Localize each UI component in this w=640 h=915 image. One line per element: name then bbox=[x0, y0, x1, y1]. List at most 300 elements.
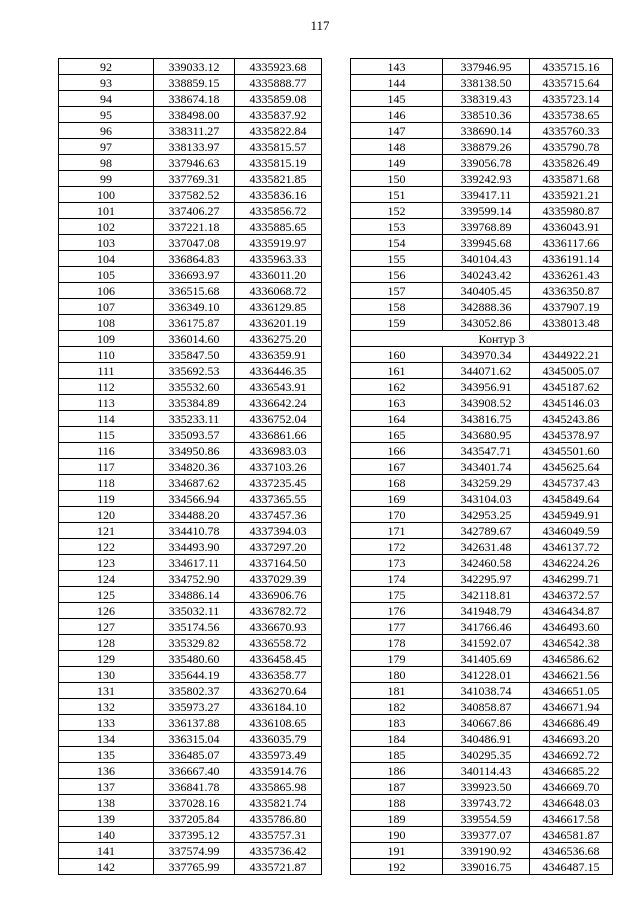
point-number-cell: 101 bbox=[59, 203, 154, 219]
x-coordinate-cell: 338133.97 bbox=[154, 139, 235, 155]
x-coordinate-cell: 339923.50 bbox=[443, 779, 530, 795]
table-row bbox=[59, 683, 322, 699]
point-number-cell: 107 bbox=[59, 299, 154, 315]
x-coordinate-cell: 335233.11 bbox=[154, 411, 235, 427]
x-coordinate-cell: 335480.60 bbox=[154, 651, 235, 667]
point-number-cell: 182 bbox=[351, 699, 443, 715]
point-number-cell: 161 bbox=[351, 363, 443, 379]
x-coordinate-cell: 337028.16 bbox=[154, 795, 235, 811]
table-row bbox=[351, 475, 613, 491]
y-coordinate-cell: 4345146.03 bbox=[530, 395, 613, 411]
point-number-cell: 137 bbox=[59, 779, 154, 795]
point-number-cell: 153 bbox=[351, 219, 443, 235]
y-coordinate-cell: 4346049.59 bbox=[530, 523, 613, 539]
point-number-cell: 123 bbox=[59, 555, 154, 571]
point-number-cell: 158 bbox=[351, 299, 443, 315]
table-row bbox=[351, 747, 613, 763]
x-coordinate-cell: 343547.71 bbox=[443, 443, 530, 459]
x-coordinate-cell: 335847.50 bbox=[154, 347, 235, 363]
x-coordinate-cell: 339016.75 bbox=[443, 859, 530, 875]
x-coordinate-cell: 336315.04 bbox=[154, 731, 235, 747]
table-row bbox=[351, 171, 613, 187]
table-row bbox=[351, 491, 613, 507]
point-number-cell: 131 bbox=[59, 683, 154, 699]
y-coordinate-cell: 4335815.57 bbox=[235, 139, 322, 155]
table-row bbox=[351, 203, 613, 219]
y-coordinate-cell: 4336275.20 bbox=[235, 331, 322, 347]
point-number-cell: 167 bbox=[351, 459, 443, 475]
point-number-cell: 139 bbox=[59, 811, 154, 827]
point-number-cell: 127 bbox=[59, 619, 154, 635]
x-coordinate-cell: 339599.14 bbox=[443, 203, 530, 219]
x-coordinate-cell: 335174.56 bbox=[154, 619, 235, 635]
point-number-cell: 115 bbox=[59, 427, 154, 443]
table-row bbox=[351, 795, 613, 811]
y-coordinate-cell: 4346536.68 bbox=[530, 843, 613, 859]
x-coordinate-cell: 338498.00 bbox=[154, 107, 235, 123]
y-coordinate-cell: 4345187.62 bbox=[530, 379, 613, 395]
point-number-cell: 157 bbox=[351, 283, 443, 299]
y-coordinate-cell: 4335821.85 bbox=[235, 171, 322, 187]
table-row bbox=[59, 523, 322, 539]
x-coordinate-cell: 337946.63 bbox=[154, 155, 235, 171]
x-coordinate-cell: 342118.81 bbox=[443, 587, 530, 603]
y-coordinate-cell: 4336458.45 bbox=[235, 651, 322, 667]
point-number-cell: 113 bbox=[59, 395, 154, 411]
y-coordinate-cell: 4335790.78 bbox=[530, 139, 613, 155]
x-coordinate-cell: 334687.62 bbox=[154, 475, 235, 491]
x-coordinate-cell: 339768.89 bbox=[443, 219, 530, 235]
x-coordinate-cell: 341405.69 bbox=[443, 651, 530, 667]
point-number-cell: 177 bbox=[351, 619, 443, 635]
point-number-cell: 97 bbox=[59, 139, 154, 155]
x-coordinate-cell: 338879.26 bbox=[443, 139, 530, 155]
x-coordinate-cell: 341766.46 bbox=[443, 619, 530, 635]
table-row bbox=[351, 251, 613, 267]
point-number-cell: 164 bbox=[351, 411, 443, 427]
x-coordinate-cell: 335384.89 bbox=[154, 395, 235, 411]
point-number-cell: 134 bbox=[59, 731, 154, 747]
y-coordinate-cell: 4335821.74 bbox=[235, 795, 322, 811]
point-number-cell: 130 bbox=[59, 667, 154, 683]
table-row bbox=[351, 667, 613, 683]
y-coordinate-cell: 4336350.87 bbox=[530, 283, 613, 299]
y-coordinate-cell: 4335973.49 bbox=[235, 747, 322, 763]
point-number-cell: 187 bbox=[351, 779, 443, 795]
x-coordinate-cell: 335973.27 bbox=[154, 699, 235, 715]
point-number-cell: 103 bbox=[59, 235, 154, 251]
table-row bbox=[351, 635, 613, 651]
x-coordinate-cell: 334950.86 bbox=[154, 443, 235, 459]
x-coordinate-cell: 342953.25 bbox=[443, 507, 530, 523]
point-number-cell: 143 bbox=[351, 59, 443, 75]
x-coordinate-cell: 339033.12 bbox=[154, 59, 235, 75]
point-number-cell: 181 bbox=[351, 683, 443, 699]
table-row bbox=[59, 843, 322, 859]
point-number-cell: 109 bbox=[59, 331, 154, 347]
table-row bbox=[351, 859, 613, 875]
point-number-cell: 104 bbox=[59, 251, 154, 267]
table-row bbox=[59, 731, 322, 747]
x-coordinate-cell: 338674.18 bbox=[154, 91, 235, 107]
y-coordinate-cell: 4335815.19 bbox=[235, 155, 322, 171]
point-number-cell: 121 bbox=[59, 523, 154, 539]
x-coordinate-cell: 336864.83 bbox=[154, 251, 235, 267]
y-coordinate-cell: 4338013.48 bbox=[530, 315, 613, 331]
table-row bbox=[59, 171, 322, 187]
y-coordinate-cell: 4336068.72 bbox=[235, 283, 322, 299]
table-row bbox=[351, 523, 613, 539]
x-coordinate-cell: 340667.86 bbox=[443, 715, 530, 731]
x-coordinate-cell: 334493.90 bbox=[154, 539, 235, 555]
x-coordinate-cell: 335644.19 bbox=[154, 667, 235, 683]
table-row bbox=[351, 347, 613, 363]
y-coordinate-cell: 4335723.14 bbox=[530, 91, 613, 107]
point-number-cell: 116 bbox=[59, 443, 154, 459]
point-number-cell: 118 bbox=[59, 475, 154, 491]
y-coordinate-cell: 4335914.76 bbox=[235, 763, 322, 779]
y-coordinate-cell: 4346542.38 bbox=[530, 635, 613, 651]
y-coordinate-cell: 4336906.76 bbox=[235, 587, 322, 603]
x-coordinate-cell: 339945.68 bbox=[443, 235, 530, 251]
y-coordinate-cell: 4336642.24 bbox=[235, 395, 322, 411]
point-number-cell: 96 bbox=[59, 123, 154, 139]
point-number-cell: 174 bbox=[351, 571, 443, 587]
y-coordinate-cell: 4335837.92 bbox=[235, 107, 322, 123]
table-row bbox=[351, 299, 613, 315]
x-coordinate-cell: 342888.36 bbox=[443, 299, 530, 315]
point-number-cell: 142 bbox=[59, 859, 154, 875]
x-coordinate-cell: 342789.67 bbox=[443, 523, 530, 539]
table-row bbox=[59, 91, 322, 107]
y-coordinate-cell: 4335715.16 bbox=[530, 59, 613, 75]
y-coordinate-cell: 4336011.20 bbox=[235, 267, 322, 283]
y-coordinate-cell: 4345625.64 bbox=[530, 459, 613, 475]
y-coordinate-cell: 4335888.77 bbox=[235, 75, 322, 91]
y-coordinate-cell: 4335757.31 bbox=[235, 827, 322, 843]
table-row bbox=[351, 651, 613, 667]
table-row bbox=[351, 763, 613, 779]
table-row bbox=[59, 299, 322, 315]
table-row bbox=[59, 587, 322, 603]
x-coordinate-cell: 336515.68 bbox=[154, 283, 235, 299]
y-coordinate-cell: 4335919.97 bbox=[235, 235, 322, 251]
table-row bbox=[59, 635, 322, 651]
y-coordinate-cell: 4337907.19 bbox=[530, 299, 613, 315]
x-coordinate-cell: 334752.90 bbox=[154, 571, 235, 587]
point-number-cell: 189 bbox=[351, 811, 443, 827]
table-row bbox=[59, 411, 322, 427]
y-coordinate-cell: 4345378.97 bbox=[530, 427, 613, 443]
table-row bbox=[59, 763, 322, 779]
y-coordinate-cell: 4346693.20 bbox=[530, 731, 613, 747]
y-coordinate-cell: 4335721.87 bbox=[235, 859, 322, 875]
point-number-cell: 122 bbox=[59, 539, 154, 555]
y-coordinate-cell: 4336359.91 bbox=[235, 347, 322, 363]
table-row bbox=[351, 603, 613, 619]
x-coordinate-cell: 335032.11 bbox=[154, 603, 235, 619]
table-row bbox=[351, 283, 613, 299]
point-number-cell: 186 bbox=[351, 763, 443, 779]
table-row bbox=[59, 187, 322, 203]
point-number-cell: 171 bbox=[351, 523, 443, 539]
y-coordinate-cell: 4335856.72 bbox=[235, 203, 322, 219]
y-coordinate-cell: 4335921.21 bbox=[530, 187, 613, 203]
y-coordinate-cell: 4337164.50 bbox=[235, 555, 322, 571]
table-row bbox=[59, 603, 322, 619]
table-row bbox=[351, 219, 613, 235]
x-coordinate-cell: 340295.35 bbox=[443, 747, 530, 763]
table-row bbox=[351, 715, 613, 731]
y-coordinate-cell: 4337365.55 bbox=[235, 491, 322, 507]
y-coordinate-cell: 4346372.57 bbox=[530, 587, 613, 603]
table-row bbox=[351, 91, 613, 107]
x-coordinate-cell: 337205.84 bbox=[154, 811, 235, 827]
y-coordinate-cell: 4346621.56 bbox=[530, 667, 613, 683]
point-number-cell: 141 bbox=[59, 843, 154, 859]
point-number-cell: 156 bbox=[351, 267, 443, 283]
x-coordinate-cell: 344071.62 bbox=[443, 363, 530, 379]
table-row bbox=[351, 75, 613, 91]
point-number-cell: 135 bbox=[59, 747, 154, 763]
point-number-cell: 119 bbox=[59, 491, 154, 507]
y-coordinate-cell: 4335865.98 bbox=[235, 779, 322, 795]
x-coordinate-cell: 338510.36 bbox=[443, 107, 530, 123]
x-coordinate-cell: 336693.97 bbox=[154, 267, 235, 283]
point-number-cell: 165 bbox=[351, 427, 443, 443]
y-coordinate-cell: 4346493.60 bbox=[530, 619, 613, 635]
point-number-cell: 162 bbox=[351, 379, 443, 395]
x-coordinate-cell: 334886.14 bbox=[154, 587, 235, 603]
table-row bbox=[59, 795, 322, 811]
table-row bbox=[351, 699, 613, 715]
y-coordinate-cell: 4335885.65 bbox=[235, 219, 322, 235]
x-coordinate-cell: 343956.91 bbox=[443, 379, 530, 395]
table-row bbox=[351, 459, 613, 475]
y-coordinate-cell: 4337029.39 bbox=[235, 571, 322, 587]
y-coordinate-cell: 4335871.68 bbox=[530, 171, 613, 187]
x-coordinate-cell: 337769.31 bbox=[154, 171, 235, 187]
table-row bbox=[59, 443, 322, 459]
y-coordinate-cell: 4346299.71 bbox=[530, 571, 613, 587]
point-number-cell: 188 bbox=[351, 795, 443, 811]
point-number-cell: 110 bbox=[59, 347, 154, 363]
y-coordinate-cell: 4346224.26 bbox=[530, 555, 613, 571]
x-coordinate-cell: 341592.07 bbox=[443, 635, 530, 651]
point-number-cell: 93 bbox=[59, 75, 154, 91]
x-coordinate-cell: 336667.40 bbox=[154, 763, 235, 779]
point-number-cell: 176 bbox=[351, 603, 443, 619]
y-coordinate-cell: 4336191.14 bbox=[530, 251, 613, 267]
y-coordinate-cell: 4336983.03 bbox=[235, 443, 322, 459]
table-row bbox=[351, 427, 613, 443]
x-coordinate-cell: 340114.43 bbox=[443, 763, 530, 779]
table-row bbox=[59, 219, 322, 235]
point-number-cell: 151 bbox=[351, 187, 443, 203]
y-coordinate-cell: 4335736.42 bbox=[235, 843, 322, 859]
y-coordinate-cell: 4344922.21 bbox=[530, 347, 613, 363]
table-row bbox=[351, 395, 613, 411]
y-coordinate-cell: 4335859.08 bbox=[235, 91, 322, 107]
x-coordinate-cell: 337395.12 bbox=[154, 827, 235, 843]
table-row bbox=[351, 59, 613, 75]
table-row bbox=[351, 123, 613, 139]
point-number-cell: 166 bbox=[351, 443, 443, 459]
table-row bbox=[59, 779, 322, 795]
point-number-cell: 112 bbox=[59, 379, 154, 395]
table-row bbox=[59, 571, 322, 587]
point-number-cell: 169 bbox=[351, 491, 443, 507]
x-coordinate-cell: 340405.45 bbox=[443, 283, 530, 299]
table-row bbox=[59, 475, 322, 491]
x-coordinate-cell: 337221.18 bbox=[154, 219, 235, 235]
x-coordinate-cell: 343052.86 bbox=[443, 315, 530, 331]
y-coordinate-cell: 4336035.79 bbox=[235, 731, 322, 747]
x-coordinate-cell: 335692.53 bbox=[154, 363, 235, 379]
y-coordinate-cell: 4336558.72 bbox=[235, 635, 322, 651]
y-coordinate-cell: 4337235.45 bbox=[235, 475, 322, 491]
table-row bbox=[351, 267, 613, 283]
table-row bbox=[59, 395, 322, 411]
x-coordinate-cell: 343816.75 bbox=[443, 411, 530, 427]
point-number-cell: 99 bbox=[59, 171, 154, 187]
table-row bbox=[59, 107, 322, 123]
x-coordinate-cell: 337406.27 bbox=[154, 203, 235, 219]
y-coordinate-cell: 4336752.04 bbox=[235, 411, 322, 427]
table-row bbox=[351, 379, 613, 395]
table-row bbox=[351, 571, 613, 587]
y-coordinate-cell: 4335738.65 bbox=[530, 107, 613, 123]
x-coordinate-cell: 339056.78 bbox=[443, 155, 530, 171]
y-coordinate-cell: 4335826.49 bbox=[530, 155, 613, 171]
y-coordinate-cell: 4336358.77 bbox=[235, 667, 322, 683]
table-row bbox=[59, 699, 322, 715]
x-coordinate-cell: 340486.91 bbox=[443, 731, 530, 747]
y-coordinate-cell: 4346692.72 bbox=[530, 747, 613, 763]
y-coordinate-cell: 4346617.58 bbox=[530, 811, 613, 827]
y-coordinate-cell: 4345949.91 bbox=[530, 507, 613, 523]
point-number-cell: 180 bbox=[351, 667, 443, 683]
table-row bbox=[59, 203, 322, 219]
x-coordinate-cell: 343104.03 bbox=[443, 491, 530, 507]
y-coordinate-cell: 4335822.84 bbox=[235, 123, 322, 139]
table-row bbox=[59, 347, 322, 363]
y-coordinate-cell: 4346581.87 bbox=[530, 827, 613, 843]
y-coordinate-cell: 4346669.70 bbox=[530, 779, 613, 795]
table-row bbox=[351, 107, 613, 123]
table-row bbox=[59, 379, 322, 395]
table-row bbox=[351, 443, 613, 459]
x-coordinate-cell: 340858.87 bbox=[443, 699, 530, 715]
y-coordinate-cell: 4346648.03 bbox=[530, 795, 613, 811]
y-coordinate-cell: 4335836.16 bbox=[235, 187, 322, 203]
point-number-cell: 132 bbox=[59, 699, 154, 715]
point-number-cell: 185 bbox=[351, 747, 443, 763]
y-coordinate-cell: 4345849.64 bbox=[530, 491, 613, 507]
table-row bbox=[351, 507, 613, 523]
x-coordinate-cell: 339743.72 bbox=[443, 795, 530, 811]
left-coordinates-table bbox=[58, 58, 322, 875]
x-coordinate-cell: 339554.59 bbox=[443, 811, 530, 827]
table-row bbox=[59, 139, 322, 155]
x-coordinate-cell: 336349.10 bbox=[154, 299, 235, 315]
table-row bbox=[59, 363, 322, 379]
table-row bbox=[351, 411, 613, 427]
x-coordinate-cell: 336175.87 bbox=[154, 315, 235, 331]
point-number-cell: 120 bbox=[59, 507, 154, 523]
y-coordinate-cell: 4346137.72 bbox=[530, 539, 613, 555]
x-coordinate-cell: 334410.78 bbox=[154, 523, 235, 539]
y-coordinate-cell: 4336184.10 bbox=[235, 699, 322, 715]
table-row bbox=[351, 779, 613, 795]
x-coordinate-cell: 334617.11 bbox=[154, 555, 235, 571]
table-row bbox=[59, 123, 322, 139]
point-number-cell: 146 bbox=[351, 107, 443, 123]
x-coordinate-cell: 343970.34 bbox=[443, 347, 530, 363]
point-number-cell: 191 bbox=[351, 843, 443, 859]
y-coordinate-cell: 4345243.86 bbox=[530, 411, 613, 427]
y-coordinate-cell: 4337394.03 bbox=[235, 523, 322, 539]
table-row bbox=[351, 811, 613, 827]
point-number-cell: 190 bbox=[351, 827, 443, 843]
table-row bbox=[351, 139, 613, 155]
y-coordinate-cell: 4335786.80 bbox=[235, 811, 322, 827]
x-coordinate-cell: 339417.11 bbox=[443, 187, 530, 203]
y-coordinate-cell: 4335980.87 bbox=[530, 203, 613, 219]
y-coordinate-cell: 4336117.66 bbox=[530, 235, 613, 251]
point-number-cell: 152 bbox=[351, 203, 443, 219]
x-coordinate-cell: 337047.08 bbox=[154, 235, 235, 251]
point-number-cell: 105 bbox=[59, 267, 154, 283]
y-coordinate-cell: 4346586.62 bbox=[530, 651, 613, 667]
x-coordinate-cell: 340243.42 bbox=[443, 267, 530, 283]
y-coordinate-cell: 4346434.87 bbox=[530, 603, 613, 619]
x-coordinate-cell: 338319.43 bbox=[443, 91, 530, 107]
table-row bbox=[59, 619, 322, 635]
y-coordinate-cell: 4336861.66 bbox=[235, 427, 322, 443]
point-number-cell: 114 bbox=[59, 411, 154, 427]
y-coordinate-cell: 4336782.72 bbox=[235, 603, 322, 619]
point-number-cell: 94 bbox=[59, 91, 154, 107]
table-row bbox=[59, 667, 322, 683]
y-coordinate-cell: 4337297.20 bbox=[235, 539, 322, 555]
table-row bbox=[351, 235, 613, 251]
table-row bbox=[59, 507, 322, 523]
x-coordinate-cell: 343259.29 bbox=[443, 475, 530, 491]
x-coordinate-cell: 335532.60 bbox=[154, 379, 235, 395]
table-row bbox=[59, 491, 322, 507]
x-coordinate-cell: 337765.99 bbox=[154, 859, 235, 875]
point-number-cell: 147 bbox=[351, 123, 443, 139]
point-number-cell: 95 bbox=[59, 107, 154, 123]
x-coordinate-cell: 339242.93 bbox=[443, 171, 530, 187]
point-number-cell: 154 bbox=[351, 235, 443, 251]
x-coordinate-cell: 342295.97 bbox=[443, 571, 530, 587]
point-number-cell: 129 bbox=[59, 651, 154, 667]
x-coordinate-cell: 338859.15 bbox=[154, 75, 235, 91]
y-coordinate-cell: 4346487.15 bbox=[530, 859, 613, 875]
y-coordinate-cell: 4336043.91 bbox=[530, 219, 613, 235]
point-number-cell: 145 bbox=[351, 91, 443, 107]
point-number-cell: 179 bbox=[351, 651, 443, 667]
x-coordinate-cell: 335093.57 bbox=[154, 427, 235, 443]
table-row bbox=[59, 59, 322, 75]
point-number-cell: 184 bbox=[351, 731, 443, 747]
x-coordinate-cell: 337574.99 bbox=[154, 843, 235, 859]
table-row bbox=[59, 715, 322, 731]
table-row bbox=[351, 843, 613, 859]
x-coordinate-cell: 334488.20 bbox=[154, 507, 235, 523]
